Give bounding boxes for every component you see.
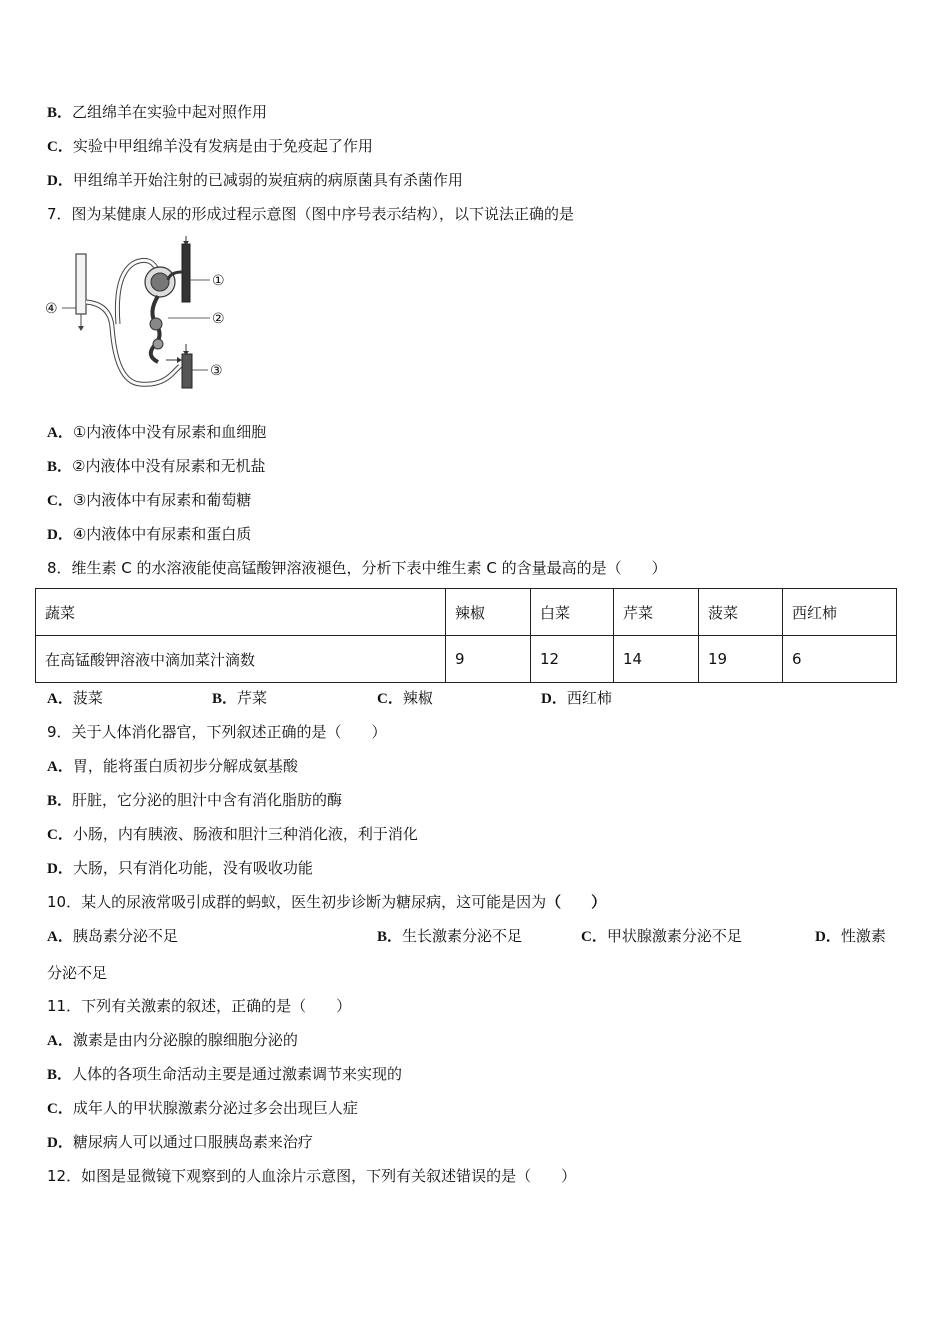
q10-option-d: D．性激素 <box>815 927 886 945</box>
diagram-label-2: ② <box>212 311 225 327</box>
q10-answer-paren: （ ） <box>546 893 607 911</box>
q9-stem: 9．关于人体消化器官，下列叙述正确的是（ ） <box>47 723 387 741</box>
q11-stem: 11．下列有关激素的叙述，正确的是（ ） <box>47 997 352 1015</box>
diagram-label-1: ① <box>212 273 225 289</box>
table-cell: 菠菜 <box>699 589 783 636</box>
q11-option-c: C．成年人的甲状腺激素分泌过多会出现巨人症 <box>47 1099 358 1117</box>
q7-option-b: B．②内液体中没有尿素和无机盐 <box>47 457 266 475</box>
table-cell: 白菜 <box>531 589 614 636</box>
table-cell: 9 <box>446 636 531 683</box>
q6-option-b: B．乙组绵羊在实验中起对照作用 <box>47 103 268 121</box>
q12-stem: 12．如图是显微镜下观察到的人血涂片示意图，下列有关叙述错误的是（ ） <box>47 1167 577 1185</box>
table-cell: 19 <box>699 636 783 683</box>
table-row <box>36 636 897 683</box>
q9-option-b: B．肝脏，它分泌的胆汁中含有消化脂肪的酶 <box>47 791 343 809</box>
table-cell: 芹菜 <box>614 589 699 636</box>
q11-option-d: D．糖尿病人可以通过口服胰岛素来治疗 <box>47 1133 313 1151</box>
q7-option-c: C．③内液体中有尿素和葡萄糖 <box>47 491 252 509</box>
q8-option-c: C．辣椒 <box>377 689 433 707</box>
q7-option-d: D．④内液体中有尿素和蛋白质 <box>47 525 252 543</box>
q8-option-d: D．西红柿 <box>541 689 612 707</box>
q10-stem: 10．某人的尿液常吸引成群的蚂蚁，医生初步诊断为糖尿病，这可能是因为（ ） <box>47 893 607 911</box>
q10-option-c: C．甲状腺激素分泌不足 <box>581 927 742 945</box>
q6-option-c: C．实验中甲组绵羊没有发病是由于免疫起了作用 <box>47 137 373 155</box>
table-header-row <box>36 589 897 636</box>
table-cell: 在高锰酸钾溶液中滴加菜汁滴数 <box>36 636 446 683</box>
table-cell: 14 <box>614 636 699 683</box>
q8-stem: 8．维生素 C 的水溶液能使高锰酸钾溶液褪色，分析下表中维生素 C 的含量最高的是（ ） <box>47 559 667 577</box>
q6-option-d: D．甲组绵羊开始注射的已减弱的炭疽病的病原菌具有杀菌作用 <box>47 171 463 189</box>
table-cell: 辣椒 <box>446 589 531 636</box>
q9-option-a: A．胃，能将蛋白质初步分解成氨基酸 <box>47 757 298 775</box>
q8-option-b: B．芹菜 <box>212 689 268 707</box>
q8-option-a: A．菠菜 <box>47 689 103 707</box>
q10-option-a: A．胰岛素分泌不足 <box>47 927 178 945</box>
q9-option-c: C．小肠，内有胰液、肠液和胆汁三种消化液，利于消化 <box>47 825 418 843</box>
table-cell: 蔬菜 <box>36 589 446 636</box>
vitamin-c-table <box>35 588 897 683</box>
diagram-label-4: ④ <box>45 301 58 317</box>
table-cell: 西红柿 <box>783 589 897 636</box>
table-cell: 6 <box>783 636 897 683</box>
q11-option-a: A．激素是由内分泌腺的腺细胞分泌的 <box>47 1031 298 1049</box>
q10-option-d-continued: 分泌不足 <box>47 964 108 982</box>
diagram-label-3: ③ <box>210 363 223 379</box>
q10-option-b: B．生长激素分泌不足 <box>377 927 523 945</box>
urine-formation-diagram <box>40 232 240 397</box>
q9-option-d: D．大肠，只有消化功能，没有吸收功能 <box>47 859 313 877</box>
q11-option-b: B．人体的各项生命活动主要是通过激素调节来实现的 <box>47 1065 403 1083</box>
q7-option-a: A．①内液体中没有尿素和血细胞 <box>47 423 267 441</box>
q7-stem: 7．图为某健康人尿的形成过程示意图（图中序号表示结构），以下说法正确的是 <box>47 205 575 223</box>
table-cell: 12 <box>531 636 614 683</box>
